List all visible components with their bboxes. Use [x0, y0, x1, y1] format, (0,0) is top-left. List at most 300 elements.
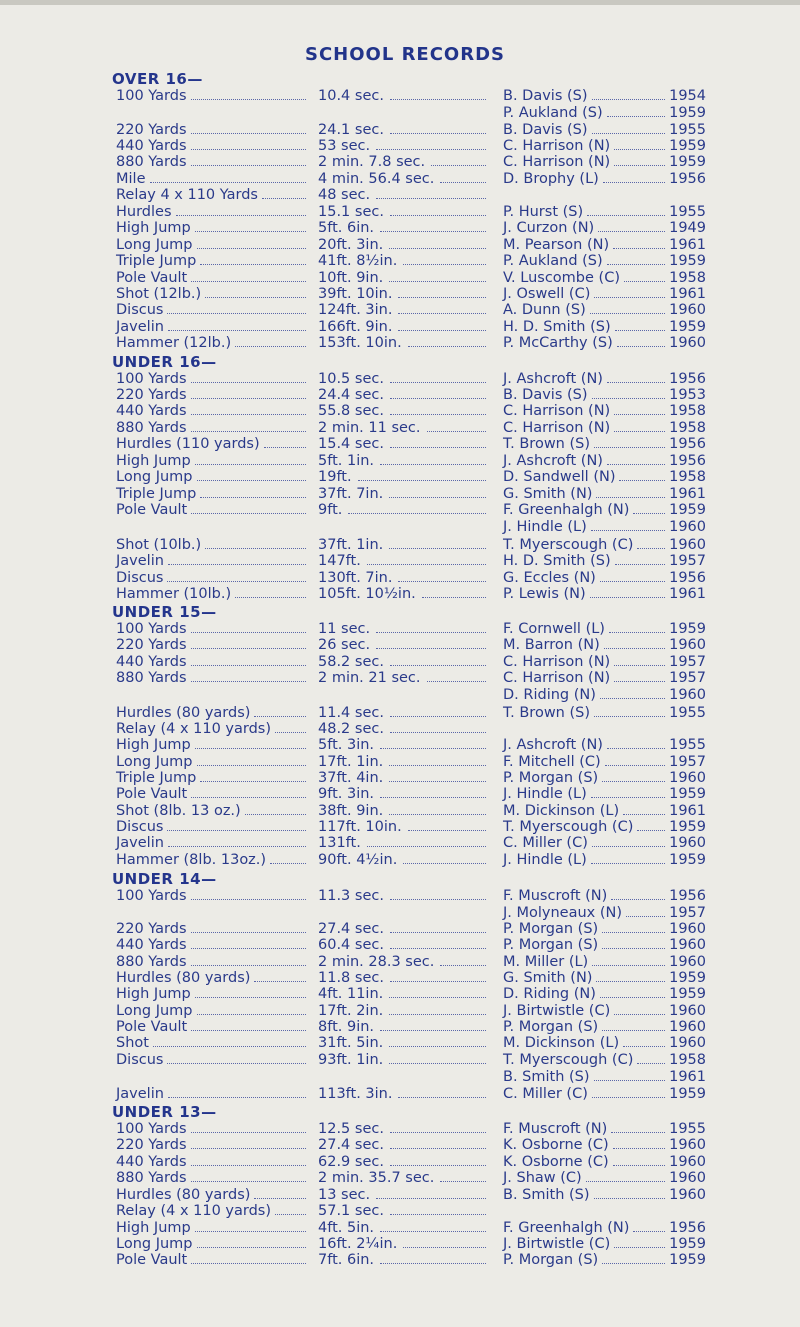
event-cell: [116, 637, 308, 653]
record-row: [0, 486, 800, 502]
holder-cell: [503, 270, 667, 286]
event-name: Triple Jump: [116, 486, 197, 502]
dot-leader: [594, 286, 665, 298]
holder-cell: [503, 670, 667, 686]
record-year: 1957: [669, 754, 706, 770]
event-cell: [116, 835, 308, 851]
dot-leader: [264, 436, 306, 448]
performance-cell: [318, 586, 488, 602]
dot-leader: [367, 835, 486, 847]
holder-cell: [503, 519, 667, 535]
performance-cell: [318, 888, 488, 904]
record-row: [0, 721, 800, 737]
holder-name: J. Curzon (N): [503, 220, 595, 236]
holder-cell: [503, 1003, 667, 1019]
holder-cell: [503, 819, 667, 835]
record-year: 1953: [669, 387, 706, 403]
record-year: 1954: [669, 88, 706, 104]
performance-value: 124ft. 3in.: [318, 302, 393, 318]
holder-name: J. Ashcroft (N): [503, 371, 603, 387]
dot-leader: [390, 721, 486, 733]
performance-value: 62.9 sec.: [318, 1154, 384, 1170]
event-name: 880 Yards: [116, 154, 187, 170]
section-heading: UNDER 14—: [112, 870, 217, 888]
event-cell: [116, 436, 308, 452]
dot-leader: [390, 1121, 486, 1133]
holder-cell: [503, 403, 667, 419]
holder-name: P. Morgan (S): [503, 1252, 599, 1268]
record-row: [0, 835, 800, 851]
record-year: 1959: [669, 502, 706, 518]
record-row: [0, 502, 800, 535]
section-heading: OVER 16—: [112, 70, 203, 88]
dot-leader: [389, 770, 486, 782]
dot-leader: [153, 1035, 306, 1047]
dot-leader: [607, 453, 665, 465]
event-cell: [116, 486, 308, 502]
dot-leader: [197, 754, 307, 766]
holder-name: F. Cornwell (L): [503, 621, 605, 637]
dot-leader: [614, 654, 665, 666]
dot-leader: [376, 187, 486, 199]
dot-leader: [167, 302, 306, 314]
dot-leader: [168, 553, 306, 565]
dot-leader: [390, 371, 486, 383]
event-cell: [116, 786, 308, 802]
dot-leader: [600, 570, 665, 582]
dot-leader: [398, 1086, 486, 1098]
dot-leader: [422, 586, 486, 598]
record-year: 1960: [669, 835, 706, 851]
dot-leader: [389, 237, 486, 249]
holder-name: A. Dunn (S): [503, 302, 586, 318]
performance-cell: [318, 835, 488, 851]
event-cell: [116, 1252, 308, 1268]
event-cell: [116, 420, 308, 436]
record-row: [0, 586, 800, 602]
record-row: [0, 786, 800, 802]
holder-name: J. Molyneaux (N): [503, 905, 623, 921]
holder-cell: [503, 1170, 667, 1186]
event-name: Pole Vault: [116, 786, 188, 802]
holder-cell: [503, 253, 667, 269]
performance-value: 31ft. 5in.: [318, 1035, 384, 1051]
dot-leader: [614, 1236, 665, 1248]
performance-cell: [318, 754, 488, 770]
record-row: [0, 469, 800, 485]
event-name: 440 Yards: [116, 403, 187, 419]
event-cell: [116, 387, 308, 403]
holder-name: P. Morgan (S): [503, 1019, 599, 1035]
dot-leader: [380, 220, 486, 232]
holder-name: D. Riding (N): [503, 687, 596, 703]
event-cell: [116, 770, 308, 786]
record-row: [0, 754, 800, 770]
event-name: Pole Vault: [116, 502, 188, 518]
holder-name: D. Sandwell (N): [503, 469, 616, 485]
dot-leader: [191, 1170, 307, 1182]
event-cell: [116, 1121, 308, 1137]
dot-leader: [592, 387, 665, 399]
performance-cell: [318, 453, 488, 469]
record-year: 1960: [669, 519, 706, 535]
dot-leader: [191, 371, 307, 383]
performance-cell: [318, 1203, 488, 1219]
performance-value: 24.1 sec.: [318, 122, 384, 138]
holder-name: B. Smith (S): [503, 1187, 590, 1203]
event-name: Discus: [116, 302, 164, 318]
performance-cell: [318, 1035, 488, 1051]
performance-value: 12.5 sec.: [318, 1121, 384, 1137]
dot-leader: [613, 237, 665, 249]
record-row: [0, 1035, 800, 1051]
record-year: 1957: [669, 553, 706, 569]
holder-name: T. Myerscough (C): [503, 1052, 634, 1068]
event-name: High Jump: [116, 453, 191, 469]
dot-leader: [191, 387, 307, 399]
holder-name: D. Riding (N): [503, 986, 596, 1002]
performance-value: 27.4 sec.: [318, 921, 384, 937]
dot-leader: [390, 122, 486, 134]
record-row: [0, 1236, 800, 1252]
performance-value: 117ft. 10in.: [318, 819, 402, 835]
record-year: 1957: [669, 670, 706, 686]
dot-leader: [197, 1003, 307, 1015]
event-cell: [116, 553, 308, 569]
record-row: [0, 302, 800, 318]
holder-name: J. Hindle (L): [503, 519, 587, 535]
holder-name: P. Lewis (N): [503, 586, 586, 602]
dot-leader: [376, 1187, 486, 1199]
record-row: [0, 1121, 800, 1137]
record-year: 1959: [669, 819, 706, 835]
performance-value: 153ft. 10in.: [318, 335, 402, 351]
holder-cell: [503, 469, 667, 485]
record-year: 1960: [669, 1019, 706, 1035]
section-heading: UNDER 13—: [112, 1103, 217, 1121]
record-row: [0, 1086, 800, 1102]
record-year: 1956: [669, 371, 706, 387]
dot-leader: [205, 537, 306, 549]
dot-leader: [191, 1137, 307, 1149]
performance-cell: [318, 335, 488, 351]
holder-cell: [503, 937, 667, 953]
dot-leader: [348, 502, 486, 514]
record-year: 1959: [669, 970, 706, 986]
record-row: [0, 819, 800, 835]
event-name: Discus: [116, 570, 164, 586]
performance-cell: [318, 420, 488, 436]
record-year: 1959: [669, 154, 706, 170]
dot-leader: [590, 586, 665, 598]
event-name: 100 Yards: [116, 621, 187, 637]
dot-leader: [623, 1035, 665, 1047]
holder-cell: [503, 387, 667, 403]
performance-value: 5ft. 1in.: [318, 453, 375, 469]
dot-leader: [191, 420, 307, 432]
event-cell: [116, 88, 308, 104]
performance-value: 105ft. 10½in.: [318, 586, 416, 602]
event-name: Hurdles (80 yards): [116, 1187, 251, 1203]
dot-leader: [427, 670, 486, 682]
record-row: [0, 537, 800, 553]
dot-leader: [389, 754, 486, 766]
performance-value: 4 min. 56.4 sec.: [318, 171, 435, 187]
record-row: [0, 371, 800, 387]
event-name: Hammer (12lb.): [116, 335, 232, 351]
record-year: 1957: [669, 654, 706, 670]
performance-cell: [318, 1170, 488, 1186]
record-row: [0, 319, 800, 335]
event-name: Hurdles: [116, 204, 172, 220]
holder-name: J. Ashcroft (N): [503, 737, 603, 753]
dot-leader: [390, 970, 486, 982]
record-year: 1959: [669, 986, 706, 1002]
event-cell: [116, 122, 308, 138]
event-name: Mile: [116, 171, 146, 187]
record-year: 1959: [669, 1252, 706, 1268]
record-year: 1958: [669, 469, 706, 485]
dot-leader: [191, 954, 307, 966]
dot-leader: [191, 1019, 306, 1031]
holder-cell: [503, 486, 667, 502]
dot-leader: [614, 420, 665, 432]
event-name: 100 Yards: [116, 371, 187, 387]
dot-leader: [167, 1052, 306, 1064]
holder-name: C. Harrison (N): [503, 670, 611, 686]
holder-name: F. Greenhalgh (N): [503, 502, 630, 518]
event-name: Long Jump: [116, 1003, 193, 1019]
event-name: Relay (4 x 110 yards): [116, 721, 272, 737]
dot-leader: [390, 921, 486, 933]
record-row: [0, 420, 800, 436]
dot-leader: [594, 1069, 665, 1081]
record-year: 1955: [669, 122, 706, 138]
performance-cell: [318, 88, 488, 104]
dot-leader: [262, 187, 306, 199]
holder-cell: [503, 1019, 667, 1035]
dot-leader: [254, 970, 306, 982]
holder-name: J. Hindle (L): [503, 852, 587, 868]
dot-leader: [623, 803, 665, 815]
event-cell: [116, 819, 308, 835]
dot-leader: [591, 519, 665, 531]
dot-leader: [594, 436, 665, 448]
event-cell: [116, 154, 308, 170]
dot-leader: [614, 670, 665, 682]
holder-cell: [503, 770, 667, 786]
record-year: 1959: [669, 105, 706, 121]
holder-cell: [503, 453, 667, 469]
holder-name: J. Shaw (C): [503, 1170, 582, 1186]
dot-leader: [176, 204, 306, 216]
dot-leader: [191, 1121, 307, 1133]
dot-leader: [602, 770, 665, 782]
performance-cell: [318, 187, 488, 203]
dot-leader: [626, 905, 665, 917]
event-cell: [116, 1003, 308, 1019]
holder-cell: [503, 1052, 667, 1068]
dot-leader: [611, 1121, 665, 1133]
event-name: Relay (4 x 110 yards): [116, 1203, 272, 1219]
holder-name: J. Ashcroft (N): [503, 453, 603, 469]
performance-value: 57.1 sec.: [318, 1203, 384, 1219]
record-row: [0, 204, 800, 220]
performance-cell: [318, 1154, 488, 1170]
dot-leader: [195, 737, 306, 749]
record-row: [0, 970, 800, 986]
dot-leader: [607, 737, 665, 749]
dot-leader: [390, 403, 486, 415]
performance-cell: [318, 621, 488, 637]
event-cell: [116, 1019, 308, 1035]
holder-cell: [503, 204, 667, 220]
holder-name: T. Myerscough (C): [503, 537, 634, 553]
dot-leader: [633, 502, 665, 514]
performance-value: 2 min. 35.7 sec.: [318, 1170, 435, 1186]
performance-value: 4ft. 5in.: [318, 1220, 375, 1236]
event-cell: [116, 586, 308, 602]
holder-cell: [503, 1220, 667, 1236]
record-year: 1955: [669, 705, 706, 721]
dot-leader: [195, 986, 306, 998]
event-cell: [116, 171, 308, 187]
event-cell: [116, 737, 308, 753]
event-name: Discus: [116, 819, 164, 835]
performance-value: 8ft. 9in.: [318, 1019, 375, 1035]
performance-cell: [318, 553, 488, 569]
holder-cell: [503, 954, 667, 970]
event-name: Shot: [116, 1035, 149, 1051]
dot-leader: [615, 319, 665, 331]
record-row: [0, 403, 800, 419]
event-cell: [116, 469, 308, 485]
dot-leader: [168, 835, 306, 847]
record-row: [0, 654, 800, 670]
performance-cell: [318, 970, 488, 986]
dot-leader: [598, 220, 665, 232]
performance-cell: [318, 819, 488, 835]
holder-name: C. Miller (C): [503, 835, 588, 851]
holder-cell: [503, 621, 667, 637]
performance-cell: [318, 403, 488, 419]
performance-cell: [318, 770, 488, 786]
record-year: 1960: [669, 537, 706, 553]
holder-cell: [503, 88, 667, 104]
performance-value: 27.4 sec.: [318, 1137, 384, 1153]
dot-leader: [637, 1052, 665, 1064]
dot-leader: [191, 786, 306, 798]
dot-leader: [191, 502, 306, 514]
holder-cell: [503, 835, 667, 851]
dot-leader: [389, 1035, 486, 1047]
dot-leader: [594, 705, 665, 717]
dot-leader: [389, 1003, 486, 1015]
performance-value: 9ft. 3in.: [318, 786, 375, 802]
holder-cell: [503, 737, 667, 753]
holder-cell: [503, 1121, 667, 1137]
record-row: [0, 88, 800, 121]
record-year: 1960: [669, 770, 706, 786]
performance-cell: [318, 302, 488, 318]
event-name: 220 Yards: [116, 1137, 187, 1153]
performance-cell: [318, 786, 488, 802]
dot-leader: [235, 586, 306, 598]
event-name: 880 Yards: [116, 954, 187, 970]
dot-leader: [390, 1154, 486, 1166]
event-cell: [116, 621, 308, 637]
dot-leader: [245, 803, 306, 815]
holder-cell: [503, 986, 667, 1002]
event-name: 440 Yards: [116, 937, 187, 953]
dot-leader: [191, 654, 307, 666]
record-year: 1960: [669, 954, 706, 970]
event-name: High Jump: [116, 220, 191, 236]
performance-value: 10.5 sec.: [318, 371, 384, 387]
record-row: [0, 670, 800, 703]
performance-value: 60.4 sec.: [318, 937, 384, 953]
event-cell: [116, 954, 308, 970]
event-name: 100 Yards: [116, 888, 187, 904]
dot-leader: [191, 270, 306, 282]
record-row: [0, 1252, 800, 1268]
holder-name: P. Hurst (S): [503, 204, 584, 220]
event-cell: [116, 1086, 308, 1102]
performance-cell: [318, 486, 488, 502]
holder-name: J. Oswell (C): [503, 286, 591, 302]
record-row: [0, 1137, 800, 1153]
record-row: [0, 705, 800, 721]
dot-leader: [605, 754, 665, 766]
event-cell: [116, 1170, 308, 1186]
dot-leader: [390, 88, 486, 100]
dot-leader: [191, 88, 307, 100]
dot-leader: [440, 954, 486, 966]
holder-name: P. Morgan (S): [503, 921, 599, 937]
record-row: [0, 436, 800, 452]
event-name: Hammer (8lb. 13oz.): [116, 852, 267, 868]
performance-value: 20ft. 3in.: [318, 237, 384, 253]
record-year: 1958: [669, 270, 706, 286]
holder-cell: [503, 335, 667, 351]
dot-leader: [614, 138, 665, 150]
dot-leader: [624, 270, 665, 282]
performance-cell: [318, 436, 488, 452]
event-name: High Jump: [116, 737, 191, 753]
event-cell: [116, 1236, 308, 1252]
event-cell: [116, 237, 308, 253]
event-name: Javelin: [116, 319, 164, 335]
record-row: [0, 621, 800, 637]
event-cell: [116, 1187, 308, 1203]
performance-cell: [318, 1187, 488, 1203]
dot-leader: [168, 1086, 306, 1098]
dot-leader: [191, 122, 307, 134]
dot-leader: [191, 637, 307, 649]
holder-name: B. Davis (S): [503, 122, 588, 138]
performance-value: 19ft.: [318, 469, 352, 485]
event-name: Long Jump: [116, 237, 193, 253]
performance-value: 2 min. 28.3 sec.: [318, 954, 435, 970]
record-row: [0, 937, 800, 953]
dot-leader: [637, 537, 665, 549]
record-row: [0, 921, 800, 937]
record-year: 1955: [669, 204, 706, 220]
event-cell: [116, 1137, 308, 1153]
performance-cell: [318, 1121, 488, 1137]
holder-cell: [503, 154, 667, 170]
holder-cell: [503, 570, 667, 586]
